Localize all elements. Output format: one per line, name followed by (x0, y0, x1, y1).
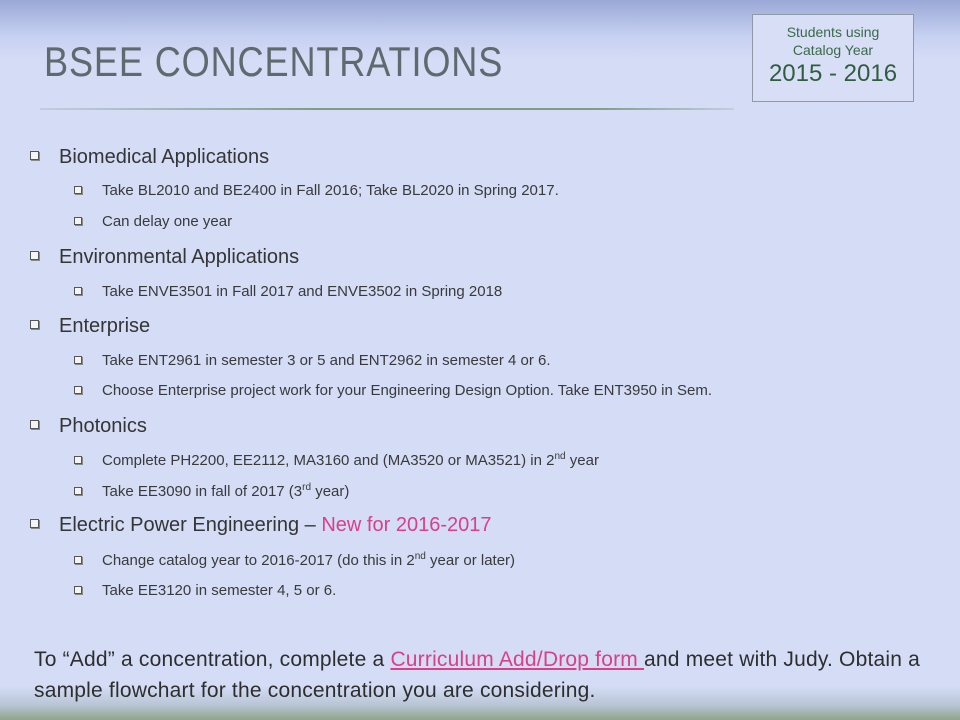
slide-title: BSEE CONCENTRATIONS (44, 38, 504, 85)
detail-text: Take EE3120 in semester 4, 5 or 6. (102, 582, 337, 599)
square-bullet-icon (30, 320, 39, 329)
concentration-name: Biomedical Applications (59, 146, 270, 168)
ordinal-suffix: nd (554, 451, 566, 462)
concentration-enterprise (30, 315, 150, 338)
square-bullet-icon (74, 556, 82, 564)
square-bullet-icon (74, 186, 82, 194)
square-bullet-icon (74, 586, 82, 594)
list-item (74, 451, 599, 469)
list-item (74, 352, 551, 369)
list-item (74, 382, 712, 399)
concentration-electric-power (30, 514, 491, 537)
detail-text-pre: Take EE3090 in fall of 2017 (3 (102, 483, 303, 500)
square-bullet-icon (30, 420, 39, 429)
catalog-note-line1: Students using (786, 24, 880, 40)
square-bullet-icon (74, 456, 82, 464)
new-badge-text: New for 2016-2017 (321, 514, 492, 536)
square-bullet-icon (74, 217, 82, 225)
detail-text: Can delay one year (102, 213, 233, 230)
list-item (74, 182, 559, 199)
footer-instructions (34, 644, 934, 706)
catalog-note-year: 2015 - 2016 (768, 60, 898, 87)
concentration-photonics (30, 415, 147, 438)
concentration-biomedical (30, 146, 269, 169)
concentration-environmental (30, 246, 299, 269)
ordinal-suffix: nd (414, 551, 426, 562)
catalog-note-line2: Catalog Year (792, 42, 874, 58)
list-item (74, 551, 515, 569)
detail-text-pre: Change catalog year to 2016-2017 (do this in 2 (102, 552, 415, 569)
detail-text-post: year or later) (425, 552, 516, 569)
square-bullet-icon (30, 151, 39, 160)
concentration-name: Enterprise (59, 315, 151, 337)
list-item (74, 582, 336, 599)
ordinal-suffix: rd (302, 482, 312, 493)
concentration-name: Electric Power Engineering – (59, 514, 316, 536)
square-bullet-icon (74, 287, 82, 295)
detail-text-post: year (565, 452, 599, 469)
detail-text: Choose Enterprise project work for your Engineering Design Option. Take ENT3950 in Sem. (102, 382, 713, 399)
curriculum-add-drop-link[interactable]: Curriculum Add/Drop form (390, 648, 645, 671)
detail-text-pre: Complete PH2200, EE2112, MA3160 and (MA3520 or MA3521) in 2 (102, 452, 555, 469)
square-bullet-icon (30, 519, 39, 528)
square-bullet-icon (74, 487, 82, 495)
footer-text-post: and meet with Judy. Obtain a sample flowchart for the concentration you are considering. (34, 648, 921, 702)
square-bullet-icon (74, 356, 82, 364)
list-item (74, 283, 502, 300)
detail-text-post: year) (311, 483, 350, 500)
footer-text-pre: To “Add” a concentration, complete a (34, 648, 391, 671)
detail-text: Take BL2010 and BE2400 in Fall 2016; Take BL2020 in Spring 2017. (102, 182, 559, 199)
detail-text: Take ENT2961 in semester 3 or 5 and ENT2962 in semester 4 or 6. (102, 352, 551, 369)
concentration-name: Photonics (59, 415, 147, 437)
list-item (74, 482, 349, 500)
detail-text: Take ENVE3501 in Fall 2017 and ENVE3502 in Spring 2018 (102, 283, 503, 300)
square-bullet-icon (74, 386, 82, 394)
concentration-name: Environmental Applications (59, 246, 300, 268)
square-bullet-icon (30, 251, 39, 260)
list-item (74, 213, 232, 230)
